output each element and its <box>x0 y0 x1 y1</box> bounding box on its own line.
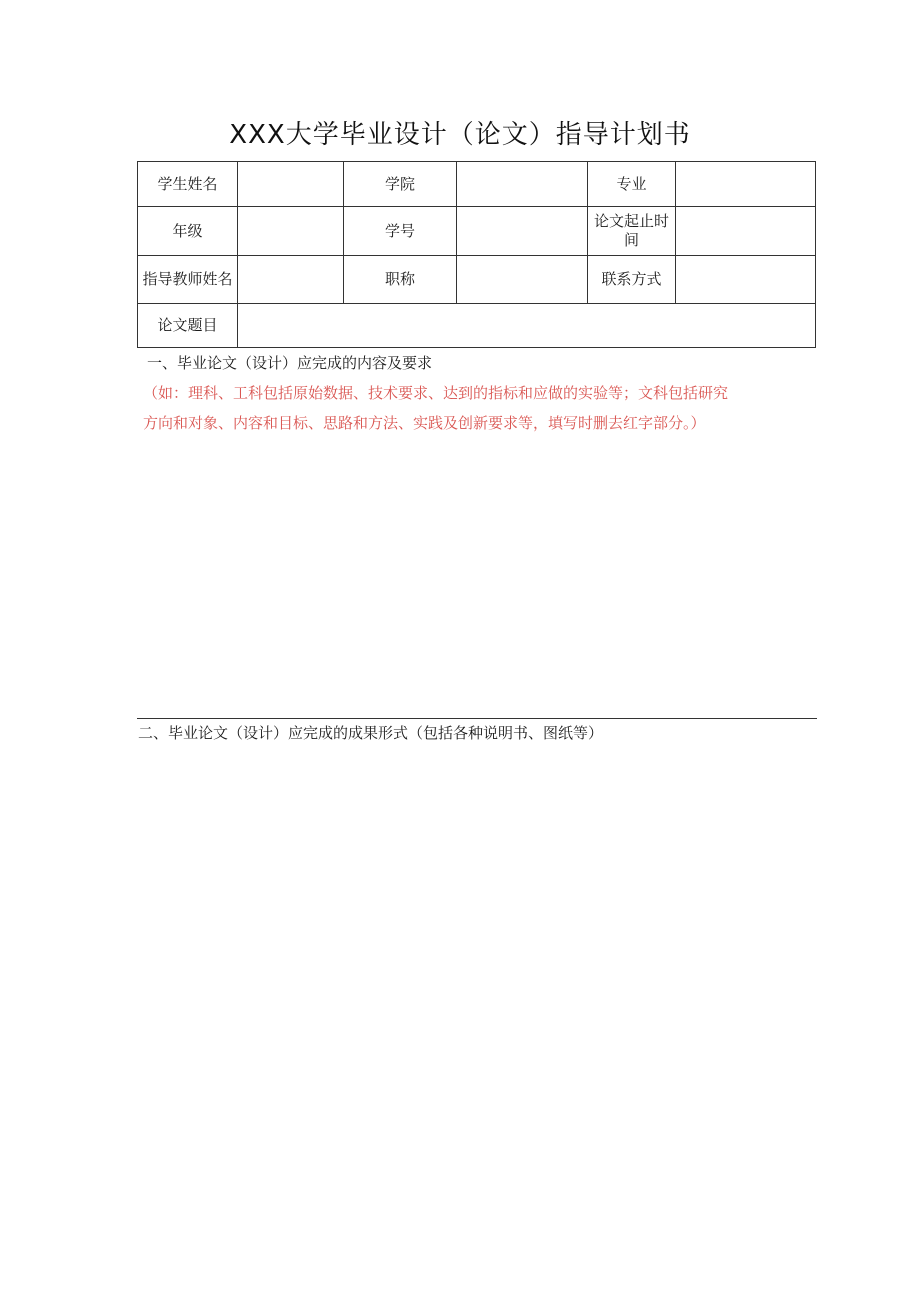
document-title: XXX大学毕业设计（论文）指导计划书 <box>229 120 691 150</box>
advisor-title-label: 职称 <box>344 256 457 304</box>
student-name-label: 学生姓名 <box>138 162 238 207</box>
section1-heading: 一、毕业论文（设计）应完成的内容及要求 <box>147 354 433 372</box>
major-label: 专业 <box>588 162 676 207</box>
instruction-note <box>143 378 823 438</box>
major-field[interactable] <box>676 162 816 207</box>
instruction-note-line2: 方向和对象、内容和目标、思路和方法、实践及创新要求等，填写时删去红字部分。） <box>143 414 706 432</box>
student-id-label: 学号 <box>344 207 457 256</box>
advisor-name-label: 指导教师姓名 <box>138 256 238 304</box>
thesis-topic-label: 论文题目 <box>138 304 238 348</box>
info-table <box>137 161 816 348</box>
thesis-topic-field[interactable] <box>238 304 816 348</box>
contact-label: 联系方式 <box>588 256 676 304</box>
grade-field[interactable] <box>238 207 344 256</box>
table-row <box>138 256 816 304</box>
college-field[interactable] <box>457 162 588 207</box>
college-label: 学院 <box>344 162 457 207</box>
period-field[interactable] <box>676 207 816 256</box>
table-row <box>138 304 816 348</box>
advisor-title-field[interactable] <box>457 256 588 304</box>
grade-label: 年级 <box>138 207 238 256</box>
advisor-name-field[interactable] <box>238 256 344 304</box>
period-label: 论文起止时间 <box>588 207 676 256</box>
student-id-field[interactable] <box>457 207 588 256</box>
section2-heading: 二、毕业论文（设计）应完成的成果形式（包括各种说明书、图纸等） <box>138 724 604 742</box>
student-name-field[interactable] <box>238 162 344 207</box>
contact-field[interactable] <box>676 256 816 304</box>
table-row <box>138 162 816 207</box>
section-divider <box>137 718 817 719</box>
instruction-note-line1: （如：理科、工科包括原始数据、技术要求、达到的指标和应做的实验等；文科包括研究 <box>143 384 729 402</box>
table-row <box>138 207 816 256</box>
